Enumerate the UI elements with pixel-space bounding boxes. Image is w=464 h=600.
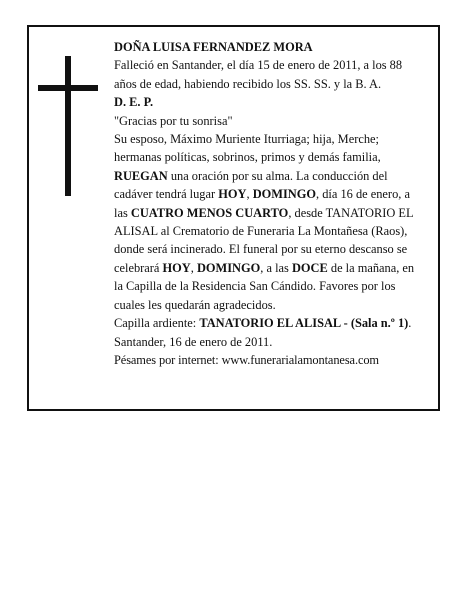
funeral-sunday-label: DOMINGO <box>196 260 261 275</box>
funeral-text-1: una oración por su alma. La conducción del cadáver tendrá lugar <box>114 168 388 202</box>
place-and-date: Santander, 16 de enero de 2011. <box>114 334 273 349</box>
cross-horizontal-bar <box>38 85 98 91</box>
comma: , <box>246 187 250 202</box>
funeral-time: DOCE <box>291 260 328 275</box>
family-list: Su esposo, Máximo Muriente Iturriaga; hija, Merche; hermanas políticas, sobrinos, primos y demás familia, <box>114 132 381 165</box>
today-label: HOY <box>218 187 247 202</box>
procession-time: CUATRO MENOS CUARTO <box>130 205 289 220</box>
funeral-text-4: , a las <box>260 260 289 275</box>
funeral-text-3: , desde TANATORIO EL ALISAL al Crematorio de Funeraria La Montañesa (Raos), donde será incinerado. El funeral por su eterno descanso se celebrará <box>114 205 414 275</box>
comma: , <box>190 260 194 275</box>
funeral-text-2: , día 16 de enero, a las <box>114 187 410 220</box>
death-statement: Falleció en Santander, el día 15 de enero de 2011, a los 88 años de edad, habiendo recibido los SS. SS. y la B. A. <box>114 58 403 91</box>
funeral-today-label: HOY <box>162 260 191 275</box>
funeral-text-5: de la mañana, en la Capilla de la Residencia San Cándido. Favores por los cuales les quedarán agradecidos. <box>114 260 415 312</box>
chapel-label: Capilla ardiente: <box>114 316 197 331</box>
chapel-location: TANATORIO EL ALISAL - (Sala n.º 1) <box>199 316 409 331</box>
quote: "Gracias por tu sonrisa" <box>114 113 233 128</box>
deceased-name: DOÑA LUISA FERNANDEZ MORA <box>114 40 313 54</box>
chapel-info <box>114 314 426 332</box>
funeral-details <box>114 130 426 314</box>
cross-icon <box>38 56 98 196</box>
cross-vertical-bar <box>65 56 71 196</box>
ruegan-label: RUEGAN <box>114 168 168 183</box>
sunday-label: DOMINGO <box>252 187 317 202</box>
online-condolences: Pésames por internet: www.funerarialamontanesa.com <box>114 352 379 367</box>
obituary-text <box>114 38 426 369</box>
chapel-end: . <box>408 316 412 331</box>
rest-in-peace: D. E. P. <box>114 95 154 110</box>
